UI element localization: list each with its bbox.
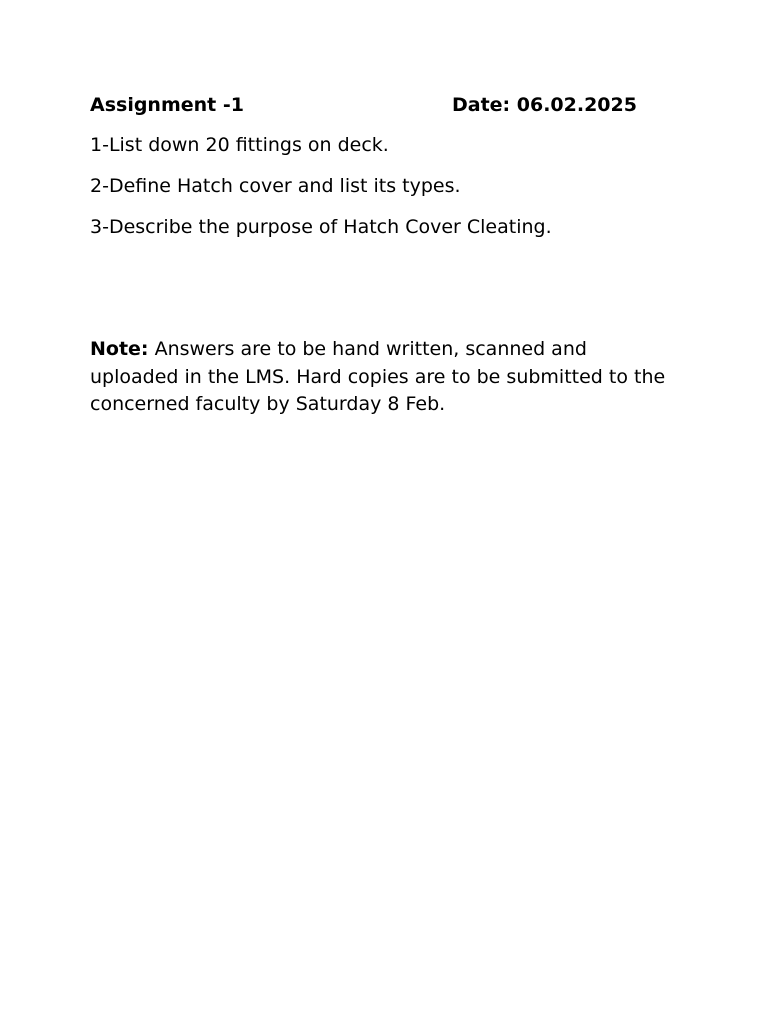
submission-note — [90, 336, 680, 419]
question-1: 1-List down 20 fittings on deck. — [90, 134, 389, 156]
assignment-date: Date: 06.02.2025 — [452, 94, 637, 116]
question-3: 3-Describe the purpose of Hatch Cover Cleating. — [90, 216, 552, 238]
question-2: 2-Define Hatch cover and list its types. — [90, 175, 461, 197]
note-label: Note: — [90, 338, 149, 360]
note-text: Answers are to be hand written, scanned and uploaded in the LMS. Hard copies are to be submitted to the concerned faculty by Saturday 8 Feb. — [90, 338, 666, 415]
assignment-header — [90, 92, 690, 118]
assignment-title: Assignment -1 — [90, 94, 244, 116]
